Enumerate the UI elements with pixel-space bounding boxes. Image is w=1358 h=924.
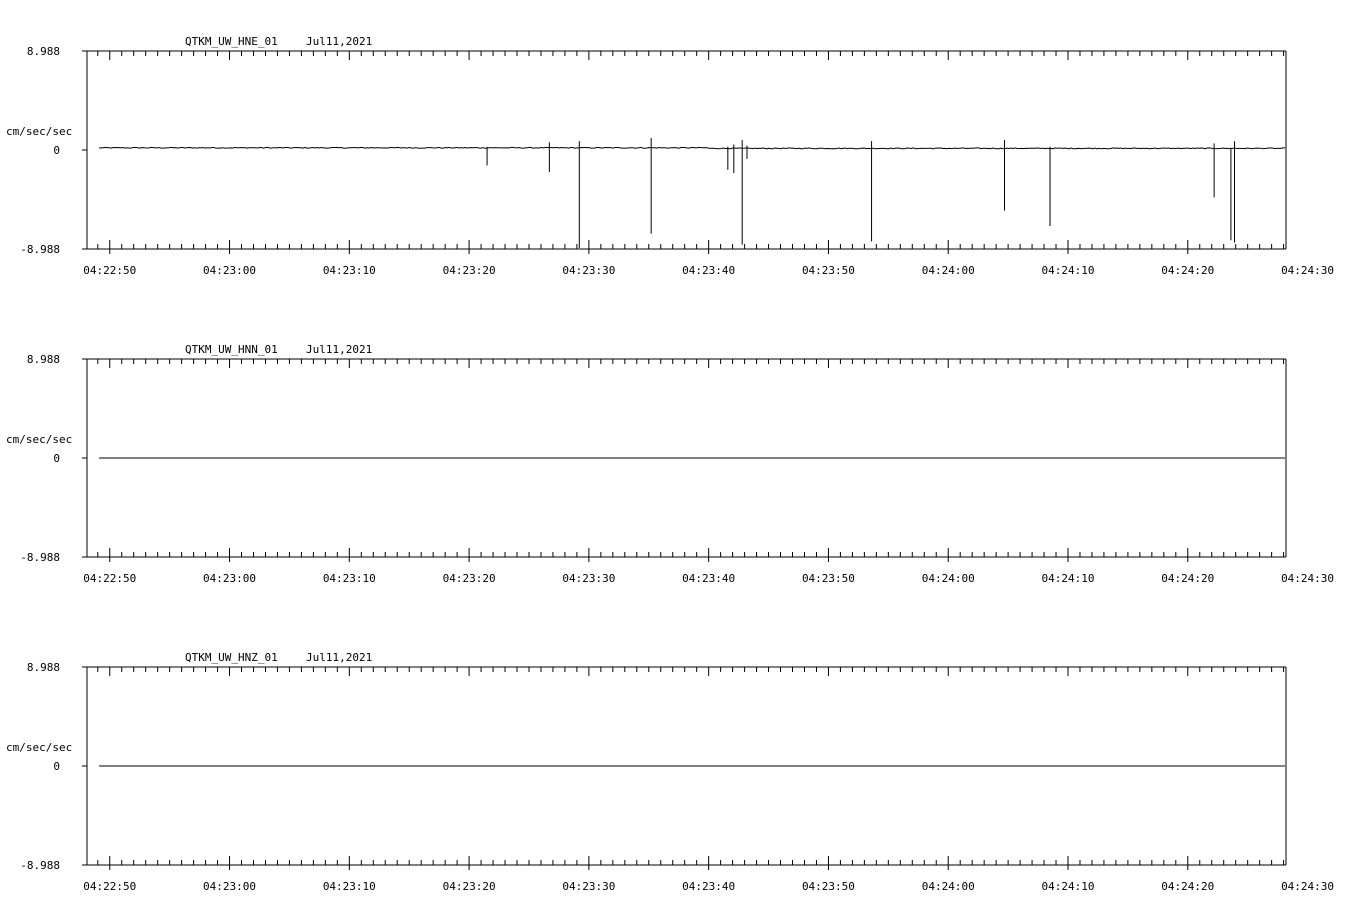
x-tick-label: 04:24:00 <box>921 264 975 277</box>
x-tick-label: 04:24:20 <box>1161 880 1215 893</box>
date-label: Jul11,2021 <box>306 651 373 664</box>
waveform-trace <box>99 147 1285 148</box>
y-axis-label: cm/sec/sec <box>6 125 73 138</box>
x-tick-label: 04:23:50 <box>801 880 855 893</box>
x-tick-label: 04:24:30 <box>1281 572 1335 585</box>
x-tick-label: 04:23:00 <box>203 572 257 585</box>
y-tick-label-top: 8.988 <box>26 661 60 674</box>
x-tick-label: 04:24:20 <box>1161 572 1215 585</box>
y-tick-label-top: 8.988 <box>26 45 60 58</box>
channel-title: QTKM_UW_HNN_01 <box>185 343 278 356</box>
y-tick-label-zero: 0 <box>53 760 60 773</box>
x-tick-label: 04:23:10 <box>322 264 376 277</box>
channel-title: QTKM_UW_HNE_01 <box>185 35 278 48</box>
x-tick-label: 04:22:50 <box>83 264 137 277</box>
x-tick-label: 04:22:50 <box>83 880 137 893</box>
x-tick-label: 04:23:00 <box>203 880 257 893</box>
x-tick-label: 04:23:40 <box>682 572 736 585</box>
y-tick-label-bottom: -8.988 <box>20 243 60 256</box>
y-axis-label: cm/sec/sec <box>6 433 73 446</box>
x-tick-label: 04:23:10 <box>322 880 376 893</box>
seismogram-panel-1 <box>6 35 1358 277</box>
channel-title: QTKM_UW_HNZ_01 <box>185 651 278 664</box>
y-tick-label-bottom: -8.988 <box>20 859 60 872</box>
x-tick-label: 04:24:20 <box>1161 264 1215 277</box>
x-tick-label: 04:24:30 <box>1281 880 1335 893</box>
date-label: Jul11,2021 <box>306 35 373 48</box>
x-tick-label: 04:23:50 <box>801 264 855 277</box>
x-tick-label: 04:23:30 <box>562 264 616 277</box>
x-tick-label: 04:23:30 <box>562 572 616 585</box>
seismogram-panel-3 <box>6 651 1358 893</box>
x-tick-label: 04:23:20 <box>442 264 496 277</box>
x-tick-label: 04:24:10 <box>1041 264 1095 277</box>
x-tick-label: 04:23:00 <box>203 264 257 277</box>
x-tick-label: 04:23:30 <box>562 880 616 893</box>
y-tick-label-top: 8.988 <box>26 353 60 366</box>
seismogram-panel-2 <box>6 343 1358 585</box>
x-tick-label: 04:23:20 <box>442 572 496 585</box>
x-tick-label: 04:23:50 <box>801 572 855 585</box>
x-tick-label: 04:23:40 <box>682 880 736 893</box>
x-tick-label: 04:24:00 <box>921 572 975 585</box>
x-tick-label: 04:24:00 <box>921 880 975 893</box>
x-tick-label: 04:22:50 <box>83 572 137 585</box>
x-tick-label: 04:24:30 <box>1281 264 1335 277</box>
x-tick-label: 04:23:10 <box>322 572 376 585</box>
date-label: Jul11,2021 <box>306 343 373 356</box>
y-tick-label-zero: 0 <box>53 144 60 157</box>
x-tick-label: 04:23:40 <box>682 264 736 277</box>
x-tick-label: 04:24:10 <box>1041 880 1095 893</box>
y-axis-label: cm/sec/sec <box>6 741 73 754</box>
y-tick-label-zero: 0 <box>53 452 60 465</box>
x-tick-label: 04:23:20 <box>442 880 496 893</box>
y-tick-label-bottom: -8.988 <box>20 551 60 564</box>
x-tick-label: 04:24:10 <box>1041 572 1095 585</box>
